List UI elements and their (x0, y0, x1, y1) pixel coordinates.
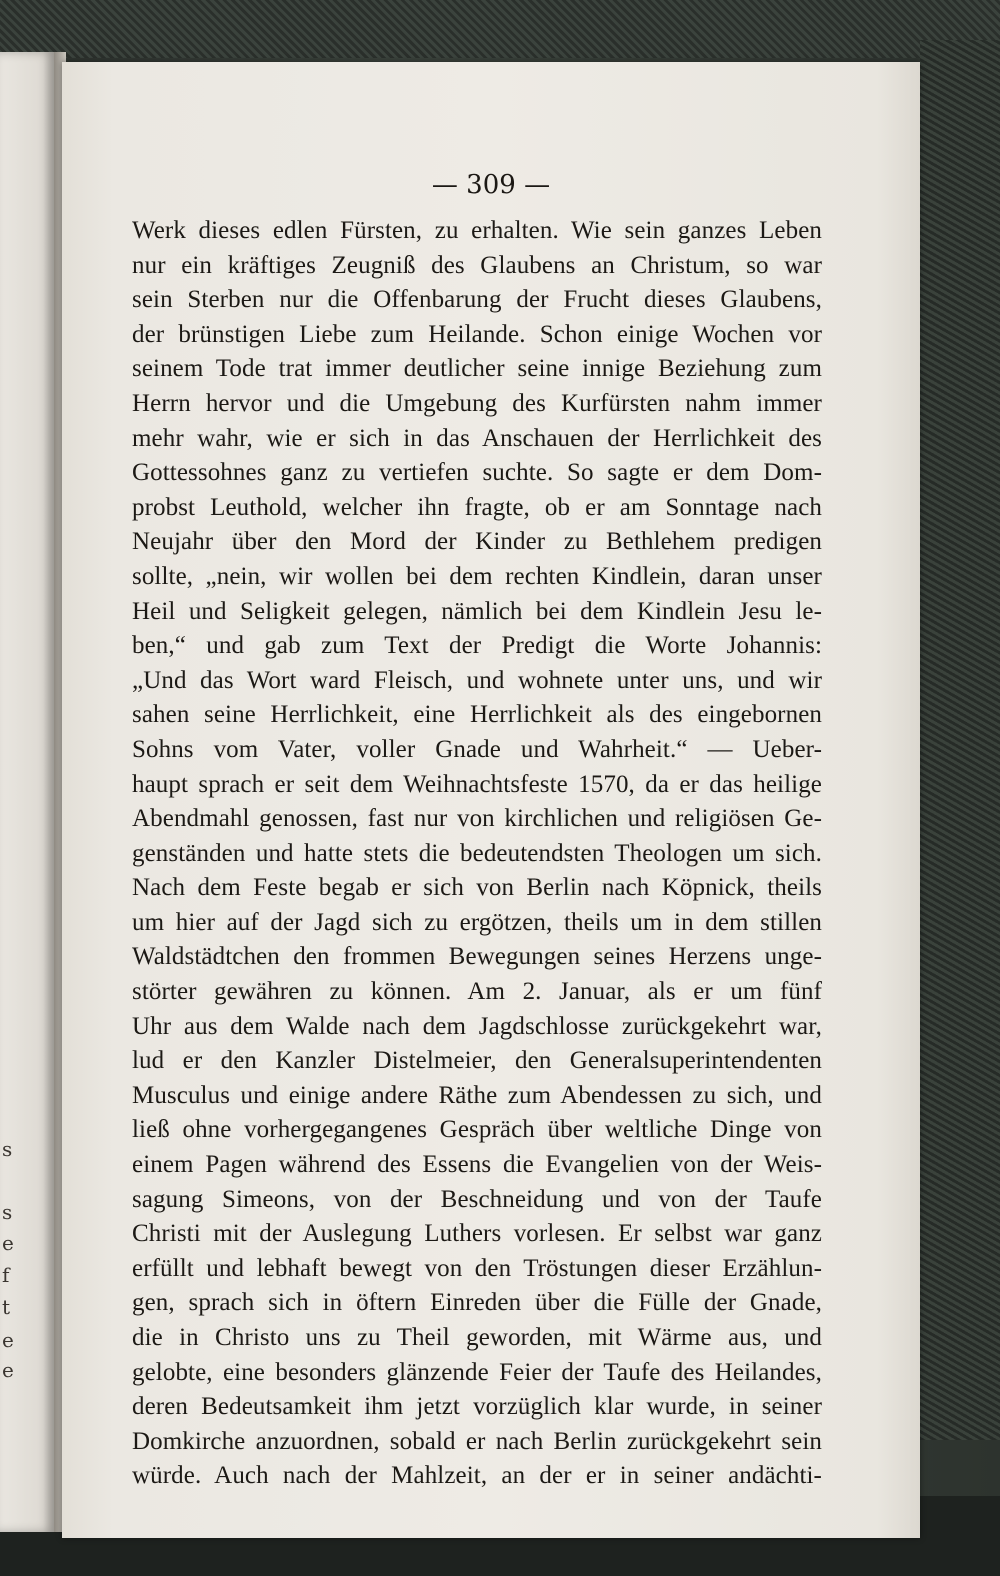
text-line: Uhr aus dem Walde nach dem Jagdschlosse zurückgekehrt war, (132, 1012, 822, 1040)
text-line: gelobte, eine besonders glänzende Feier der Taufe des Heilandes, (132, 1358, 822, 1386)
margin-char: e (2, 1231, 14, 1255)
text-line: ließ ohne vorhergegangenes Gespräch über weltliche Dinge von (132, 1116, 822, 1144)
text-line: sollte, „nein, wir wollen bei dem rechten Kindlein, daran unser (132, 562, 822, 590)
text-line: Werk dieses edlen Fürsten, zu erhalten. Wie sein ganzes Leben (132, 217, 822, 244)
text-line: Herrn hervor und die Umgebung des Kurfürsten nahm immer (132, 389, 822, 417)
text-line: gen, sprach sich in öftern Einreden über die Fülle der Gnade, (132, 1289, 822, 1317)
text-line: erfüllt und lebhaft bewegt von den Tröstungen dieser Erzählun- (132, 1254, 822, 1282)
book-page (62, 62, 920, 1538)
text-line: Musculus und einige andere Räthe zum Abendessen zu sich, und (132, 1081, 822, 1109)
margin-char: e (2, 1358, 14, 1382)
text-line: sahen seine Herrlichkeit, eine Herrlichkeit als des eingebornen (132, 701, 822, 729)
page-number: — 309 — (431, 170, 551, 200)
text-line: mehr wahr, wie er sich in das Anschauen der Herrlichkeit des (132, 424, 822, 452)
text-line: sein Sterben nur die Offenbarung der Frucht dieses Glaubens, (132, 286, 822, 314)
margin-char: s (2, 1200, 13, 1224)
text-line: Neujahr über den Mord der Kinder zu Bethlehem predigen (132, 528, 822, 556)
text-line: einem Pagen während des Essens die Evangelien von der Weis- (132, 1151, 822, 1179)
text-line: um hier auf der Jagd sich zu ergötzen, theils um in dem stillen (132, 908, 822, 936)
text-line: störter gewähren zu können. Am 2. Januar, als er um fünf (132, 978, 822, 1006)
body-text (132, 214, 822, 1494)
text-line: probst Leuthold, welcher ihn fragte, ob er am Sonntage nach (132, 493, 822, 521)
text-line: Gottessohnes ganz zu vertiefen suchte. So sagte er dem Dom- (132, 459, 822, 487)
text-line: genständen und hatte stets die bedeutendsten Theologen um sich. (132, 839, 822, 867)
margin-char: f (2, 1263, 10, 1287)
book-binding-right (920, 40, 1000, 1440)
text-line: Heil und Seligkeit gelegen, nämlich bei dem Kindlein Jesu le- (132, 597, 822, 625)
text-line: Nach dem Feste begab er sich von Berlin nach Köpnick, theils (132, 874, 822, 902)
text-line: ben,“ und gab zum Text der Predigt die Worte Johannis: (132, 632, 822, 660)
text-line: Sohns vom Vater, voller Gnade und Wahrheit.“ — Ueber- (132, 735, 822, 763)
previous-page-margin (0, 52, 54, 1532)
text-line: Domkirche anzuordnen, sobald er nach Berlin zurückgekehrt sein (132, 1427, 822, 1455)
text-line: lud er den Kanzler Distelmeier, den Generalsuperintendenten (132, 1047, 822, 1075)
text-line: die in Christo uns zu Theil geworden, mit Wärme aus, und (132, 1324, 822, 1351)
text-line: haupt sprach er seit dem Weihnachtsfeste 1570, da er das heilige (132, 770, 822, 798)
text-line: würde. Auch nach der Mahlzeit, an der er in seiner andächti- (132, 1462, 822, 1490)
book-binding-top (0, 0, 1000, 58)
text-line: Waldstädtchen den frommen Bewegungen seines Herzens unge- (132, 943, 822, 971)
margin-char: t (2, 1295, 11, 1319)
text-line: „Und das Wort ward Fleisch, und wohnete unter uns, und wir (132, 666, 822, 694)
text-line: der brünstigen Liebe zum Heilande. Schon einige Wochen vor (132, 320, 822, 348)
text-line: deren Bedeutsamkeit ihm jetzt vorzüglich klar wurde, in seiner (132, 1393, 822, 1421)
text-line: seinem Tode trat immer deutlicher seine innige Beziehung zum (132, 355, 822, 383)
margin-char: e (2, 1328, 14, 1352)
text-line: Christi mit der Auslegung Luthers vorlesen. Er selbst war ganz (132, 1220, 822, 1248)
text-line: nur ein kräftiges Zeugniß des Glaubens an Christum, so war (132, 251, 822, 279)
margin-char: s (2, 1137, 13, 1161)
previous-page-edge (0, 52, 54, 1532)
text-line: Abendmahl genossen, fast nur von kirchlichen und religiösen Ge- (132, 805, 822, 833)
text-line: sagung Simeons, von der Beschneidung und von der Taufe (132, 1185, 822, 1213)
